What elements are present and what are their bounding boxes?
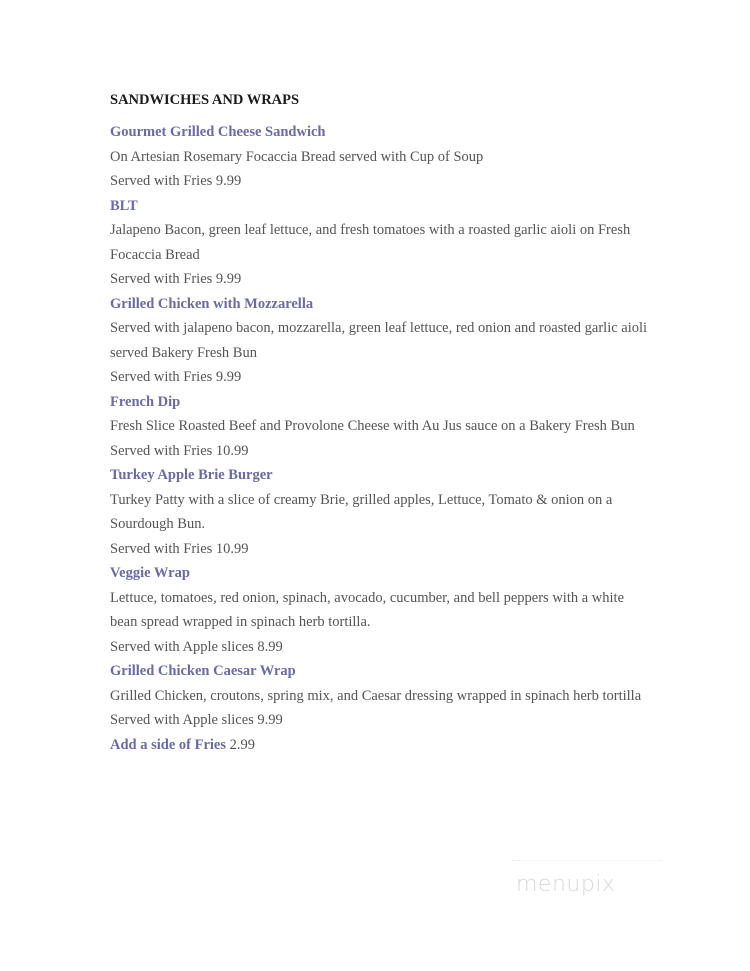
item-description: On Artesian Rosemary Focaccia Bread served with Cup of Soup: [110, 148, 484, 165]
item-description: Turkey Patty with a slice of creamy Brie, grilled apples, Lettuce, Tomato & onion on a Sourdough Bun.: [110, 491, 613, 532]
item-name: Gourmet Grilled Cheese Sandwich: [110, 124, 326, 140]
item-name: Veggie Wrap: [110, 565, 190, 581]
menu-item-veggie-wrap: [110, 561, 650, 659]
item-name: French Dip: [110, 393, 181, 410]
menu-item-turkey-apple-brie-burger: [110, 463, 650, 561]
side-name: Add a side of Fries: [110, 736, 226, 753]
item-name: BLT: [110, 197, 138, 214]
item-description: Jalapeno Bacon, green leaf lettuce, and fresh tomatoes with a roasted garlic aioli on Fresh Focaccia Bread: [110, 222, 631, 263]
side-price: 2.99: [229, 736, 255, 753]
menu-item-gourmet-grilled-cheese: [110, 120, 650, 194]
menu-item-french-dip: [110, 390, 650, 464]
item-description: Served with jalapeno bacon, mozzarella, green leaf lettuce, red onion and roasted garlic aioli served Bakery Fresh Bun: [110, 320, 648, 361]
side-add-on: [110, 733, 650, 758]
menu-item-blt: [110, 194, 650, 292]
section-title: SANDWICHES AND WRAPS: [110, 92, 300, 108]
menu-item-grilled-chicken-mozzarella: [110, 292, 650, 390]
item-serving: Served with Apple slices 8.99: [110, 638, 283, 655]
item-serving: Served with Apple slices 9.99: [110, 712, 283, 728]
item-name: Grilled Chicken Caesar Wrap: [110, 663, 296, 679]
menu-page: [110, 90, 650, 757]
item-serving: Served with Fries 9.99: [110, 173, 242, 189]
item-serving: Served with Fries 9.99: [110, 271, 242, 287]
item-description: Grilled Chicken, croutons, spring mix, and Caesar dressing wrapped in spinach herb tortilla: [110, 687, 642, 704]
menupix-watermark: menupix: [516, 872, 616, 897]
item-description: Fresh Slice Roasted Beef and Provolone Cheese with Au Jus sauce on a Bakery Fresh Bun: [110, 418, 635, 434]
menu-item-grilled-chicken-caesar-wrap: [110, 659, 650, 733]
item-name: Turkey Apple Brie Burger: [110, 467, 273, 483]
item-serving: Served with Fries 9.99: [110, 369, 242, 385]
watermark-divider: [512, 860, 662, 862]
item-serving: Served with Fries 10.99: [110, 540, 249, 557]
item-serving: Served with Fries 10.99: [110, 442, 249, 459]
item-description: Lettuce, tomatoes, red onion, spinach, avocado, cucumber, and bell peppers with a white bean spread wrapped in spinach herb tortilla.: [110, 589, 624, 630]
item-name: Grilled Chicken with Mozzarella: [110, 295, 314, 312]
